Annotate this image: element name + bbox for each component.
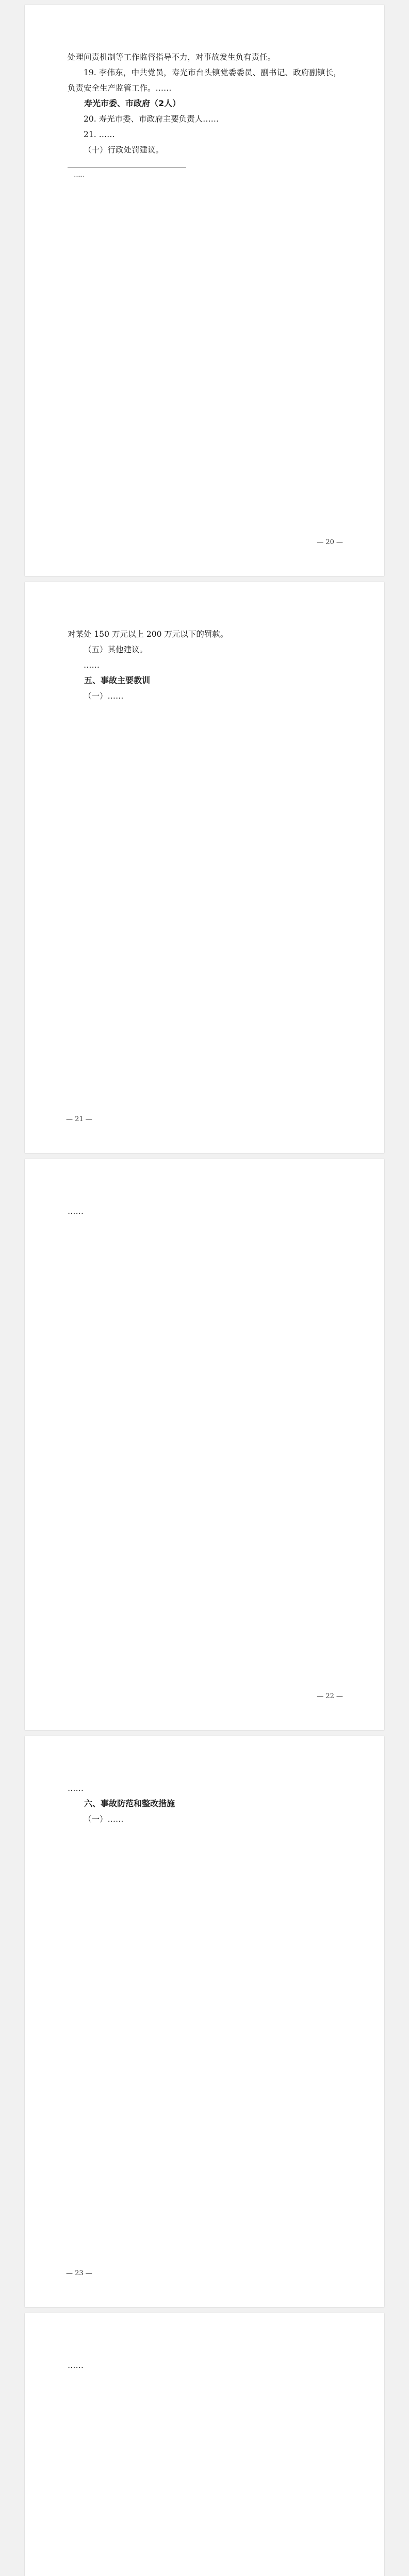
page-body <box>68 2358 341 2373</box>
page-body <box>68 1204 341 1219</box>
page <box>25 1159 384 1730</box>
page-number: — 21 — <box>66 1115 92 1123</box>
paragraph: …… <box>68 1207 84 1216</box>
page-number: — 22 — <box>317 1692 343 1700</box>
paragraph: （五）其他建议。 <box>84 645 148 654</box>
footnote: …… <box>73 172 85 178</box>
page-body <box>68 49 341 158</box>
section-heading: 寿光市委、市政府（2人） <box>84 98 181 108</box>
page <box>25 5 384 576</box>
paragraph: 21. …… <box>84 130 115 139</box>
paragraph: 处理问责机制等工作监督指导不力，对事故发生负有责任。 <box>68 53 276 62</box>
paragraph: …… <box>68 2361 84 2370</box>
paragraph: 19. 李伟东，中共党员，寿光市台头镇党委委员、副书记、政府副镇长，负责安全生产监管工作。…… <box>68 68 341 93</box>
page <box>25 582 384 1153</box>
page-body <box>68 1781 341 1827</box>
page-number: — 20 — <box>317 538 343 546</box>
page-number: — 23 — <box>66 2269 92 2277</box>
page <box>25 1736 384 2307</box>
paragraph: …… <box>68 1784 84 1793</box>
paragraph: …… <box>84 660 100 670</box>
paragraph: （一）…… <box>84 1815 124 1824</box>
paragraph: （一）…… <box>84 691 124 701</box>
page-body <box>68 626 341 704</box>
section-heading: 六、事故防范和整改措施 <box>84 1799 175 1808</box>
paragraph: 对某处 150 万元以上 200 万元以下的罚款。 <box>68 630 228 639</box>
paragraph: （十）行政处罚建议。 <box>84 145 164 155</box>
section-heading: 五、事故主要教训 <box>84 675 151 685</box>
paragraph: 20. 寿光市委、市政府主要负责人…… <box>84 114 219 124</box>
page <box>25 2313 384 2576</box>
